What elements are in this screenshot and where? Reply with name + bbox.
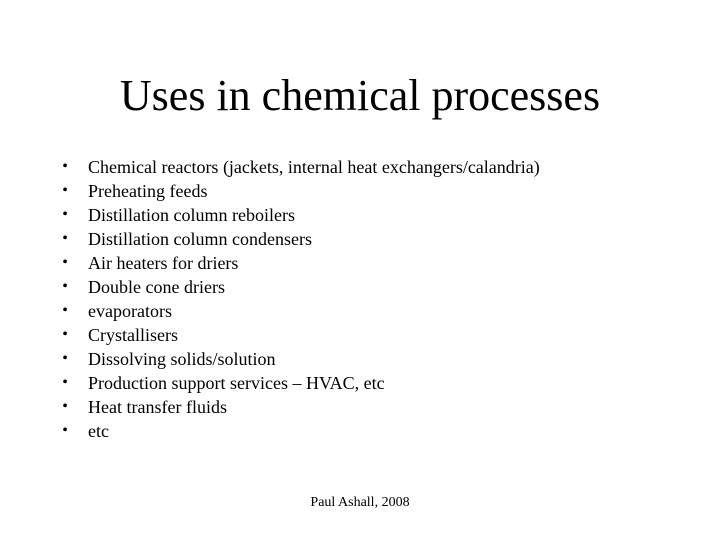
list-item	[56, 347, 540, 371]
bullet-text: Double cone driers	[88, 277, 225, 297]
bullet-icon: •	[62, 278, 68, 295]
bullet-icon: •	[62, 422, 68, 439]
bullet-icon: •	[62, 326, 68, 343]
list-item	[56, 395, 540, 419]
bullet-icon: •	[62, 302, 68, 319]
bullet-icon: •	[62, 374, 68, 391]
list-item	[56, 179, 540, 203]
list-item	[56, 323, 540, 347]
bullet-list	[56, 155, 540, 443]
list-item	[56, 227, 540, 251]
list-item	[56, 275, 540, 299]
slide-title: Uses in chemical processes	[119, 71, 601, 120]
bullet-icon: •	[62, 230, 68, 247]
bullet-icon: •	[62, 206, 68, 223]
bullet-text: Production support services – HVAC, etc	[88, 373, 385, 393]
bullet-text: Chemical reactors (jackets, internal heat exchangers/calandria)	[88, 157, 540, 177]
bullet-icon: •	[62, 254, 68, 271]
bullet-icon: •	[62, 158, 68, 175]
bullet-text: Preheating feeds	[88, 181, 208, 201]
bullet-icon: •	[62, 182, 68, 199]
list-item	[56, 419, 540, 443]
list-item	[56, 299, 540, 323]
bullet-text: Heat transfer fluids	[88, 397, 227, 417]
list-item	[56, 155, 540, 179]
bullet-text: evaporators	[88, 301, 172, 321]
list-item	[56, 371, 540, 395]
list-item	[56, 251, 540, 275]
bullet-icon: •	[62, 398, 68, 415]
bullet-text: Air heaters for driers	[88, 253, 239, 273]
bullet-text: Crystallisers	[88, 325, 178, 345]
bullet-text: Distillation column condensers	[88, 229, 312, 249]
footer-credit: Paul Ashall, 2008	[310, 495, 410, 510]
bullet-text: Dissolving solids/solution	[88, 349, 276, 369]
bullet-icon: •	[62, 350, 68, 367]
bullet-text: etc	[88, 421, 109, 441]
bullet-text: Distillation column reboilers	[88, 205, 295, 225]
list-item	[56, 203, 540, 227]
